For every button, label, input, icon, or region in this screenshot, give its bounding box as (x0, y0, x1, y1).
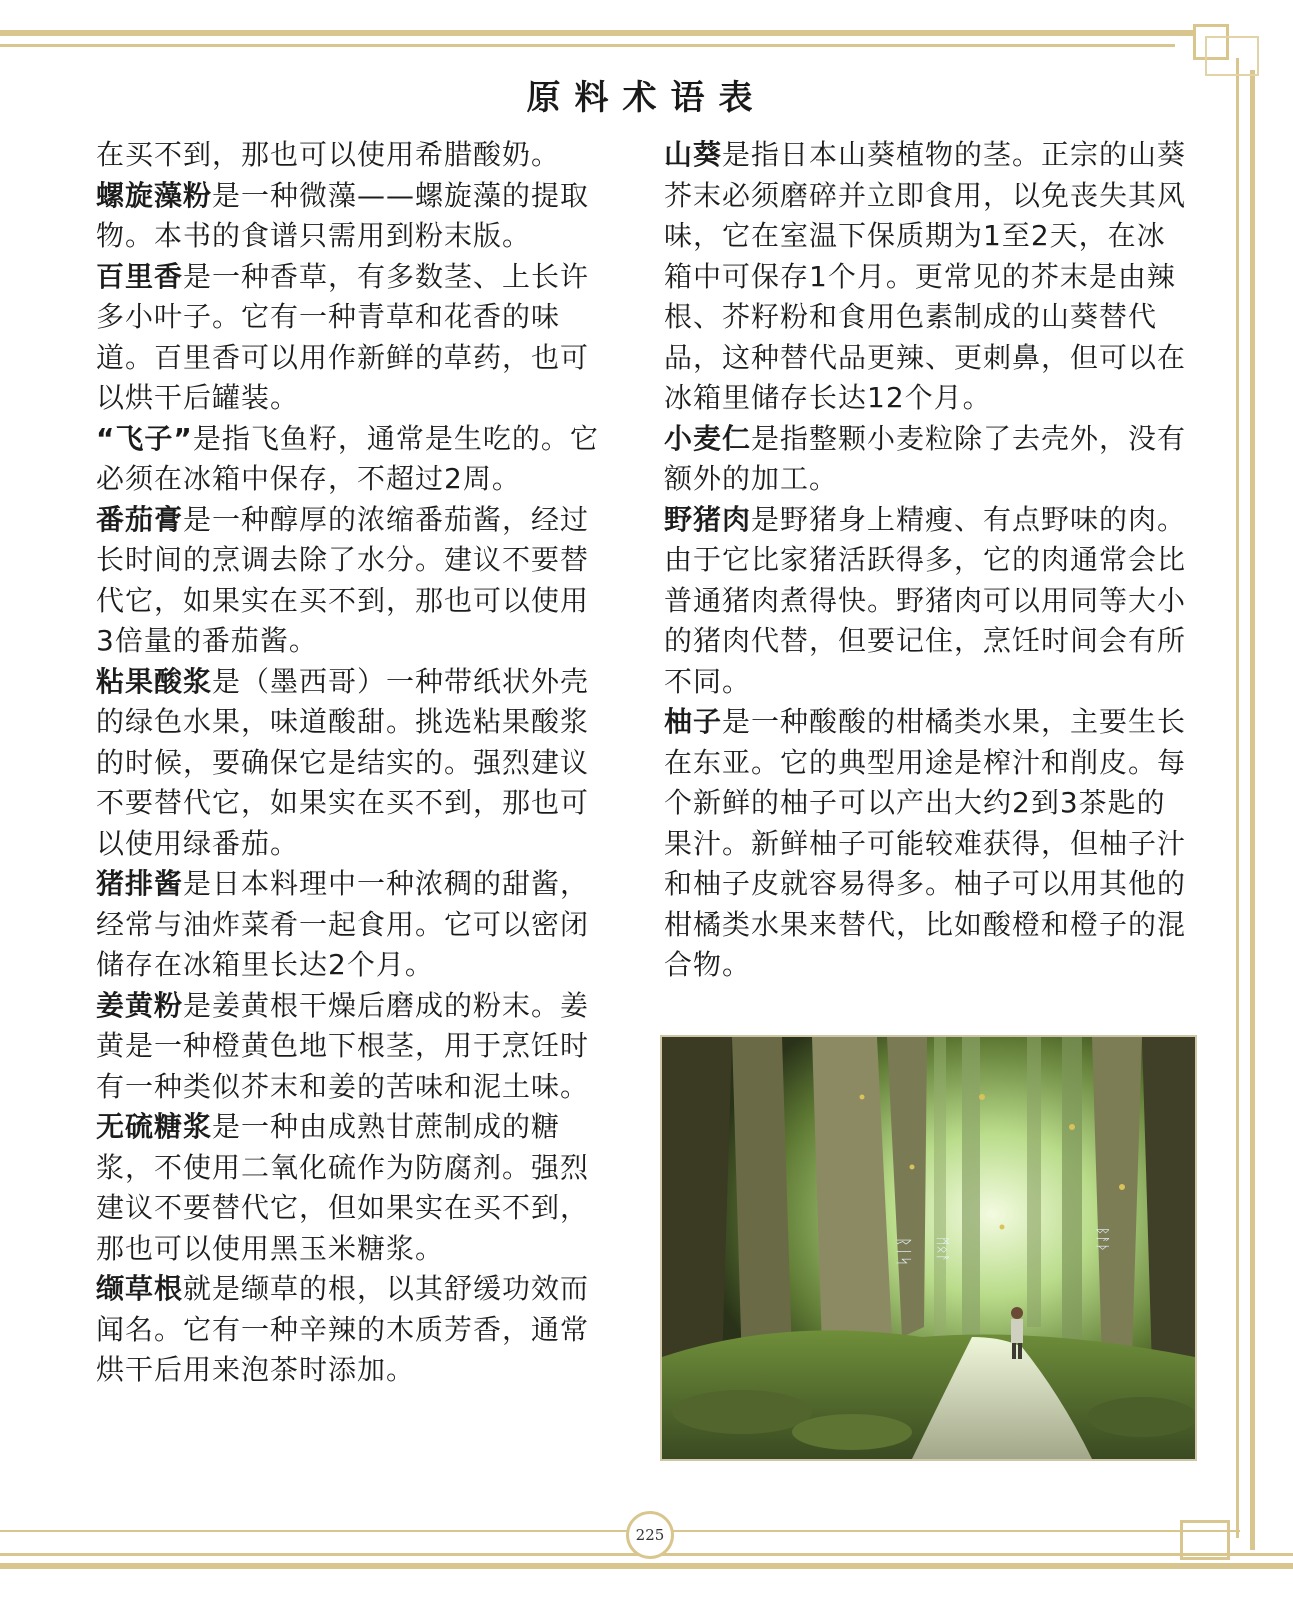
page-title: 原料术语表 (526, 78, 767, 118)
entry-term: 螺旋藻粉 (96, 178, 213, 212)
glossary-entry (96, 419, 606, 500)
entry-text: 就是缬草的根，以其舒缓功效而闻名。它有一种辛辣的木质芳香，通常烘干后用来泡茶时添加。 (96, 1272, 590, 1386)
entry-term: 姜黄粉 (96, 988, 184, 1022)
glossary-entry (96, 257, 606, 419)
rune-carving: ᚱᛁᛋ (894, 1237, 914, 1266)
entry-term: 番茄膏 (96, 502, 184, 536)
rune-carving: ᛒᚨᚦ (1094, 1227, 1110, 1253)
entry-text: 是一种醇厚的浓缩番茄酱，经过长时间的烹调去除了水分。建议不要替代它，如果实在买不到，那也可以使用3倍量的番茄酱。 (96, 502, 590, 657)
entry-text: 是野猪身上精瘦、有点野味的肉。由于它比家猪活跃得多，它的肉通常会比普通猪肉煮得快。野猪肉可以用同等大小的猪肉代替，但要记住，烹饪时间会有所不同。 (664, 502, 1187, 698)
glossary-entry (96, 986, 606, 1108)
glossary-entry (664, 419, 1189, 500)
glossary-entry (96, 176, 606, 257)
entry-text: 是（墨西哥）一种带纸状外壳的绿色水果，味道酸甜。挑选粘果酸浆的时候，要确保它是结实的。强烈建议不要替代它，如果实在买不到，那也可以使用绿番茄。 (96, 664, 590, 860)
glossary-entry (96, 500, 606, 662)
entry-text: 是指飞鱼籽，通常是生吃的。它必须在冰箱中保存，不超过2周。 (96, 421, 599, 495)
entry-text: 是一种由成熟甘蔗制成的糖浆，不使用二氧化硫作为防腐剂。强烈建议不要替代它，但如果实在买不到，那也可以使用黑玉米糖浆。 (96, 1110, 590, 1265)
entry-term: 无硫糖浆 (96, 1110, 213, 1143)
entry-text: 是一种微藻——螺旋藻的提取物。本书的食谱只需用到粉末版。 (96, 178, 590, 252)
glossary-entry (664, 702, 1189, 986)
rune-carving: ᛗᛟᚨ (934, 1237, 950, 1263)
glossary-entry (96, 662, 606, 865)
glossary-entry (96, 1269, 606, 1391)
entry-text: 是一种香草，有多数茎、上长许多小叶子。它有一种青草和花香的味道。百里香可以用作新鲜的草药，也可以烘干后罐装。 (96, 259, 590, 414)
entry-term: 柚子 (664, 705, 723, 738)
glossary-entry (96, 864, 606, 986)
entry-text: 是指整颗小麦粒除了去壳外，没有额外的加工。 (664, 421, 1187, 495)
entry-term: 小麦仁 (664, 421, 752, 455)
entry-text: 是一种酸酸的柑橘类水果，主要生长在东亚。它的典型用途是榨汁和削皮。每个新鲜的柚子可以产出大约2到3茶匙的果汁。新鲜柚子可能较难获得，但柚子汁和柚子皮就容易得多。柚子可以用其他的柑橘类水果来替代，比如酸橙和橙子的混合物。 (664, 705, 1187, 981)
entry-term: 百里香 (96, 259, 184, 293)
entry-text: 是指日本山葵植物的茎。正宗的山葵芥末必须磨碎并立即食用，以免丧失其风味，它在室温下保质期为1至2天，在冰箱中可保存1个月。更常见的芥末是由辣根、芥籽粉和食用色素制成的山葵替代品，这种替代品更辣、更刺鼻，但可以在冰箱里储存长达12个月。 (664, 138, 1187, 414)
glossary-entry (96, 1107, 606, 1269)
entry-term: 粘果酸浆 (96, 664, 213, 698)
entry-text: 在买不到，那也可以使用希腊酸奶。 (96, 138, 561, 171)
forest-illustration (662, 1037, 1195, 1459)
left-column (96, 135, 606, 1391)
entry-term: “飞子” (96, 421, 193, 455)
glossary-entry (96, 135, 606, 176)
entry-text: 是姜黄根干燥后磨成的粉末。姜黄是一种橙黄色地下根茎，用于烹饪时有一种类似芥末和姜的苦味和泥土味。 (96, 988, 590, 1103)
glossary-entry (664, 500, 1189, 703)
glossary-entry (664, 135, 1189, 419)
entry-term: 缬草根 (96, 1272, 184, 1305)
entry-term: 野猪肉 (664, 502, 752, 536)
page-number: 225 (626, 1511, 674, 1559)
right-column (664, 135, 1189, 986)
entry-term: 猪排酱 (96, 867, 184, 900)
entry-text: 是日本料理中一种浓稠的甜酱，经常与油炸菜肴一起食用。它可以密闭储存在冰箱里长达2个月。 (96, 867, 590, 981)
entry-term: 山葵 (664, 138, 723, 171)
